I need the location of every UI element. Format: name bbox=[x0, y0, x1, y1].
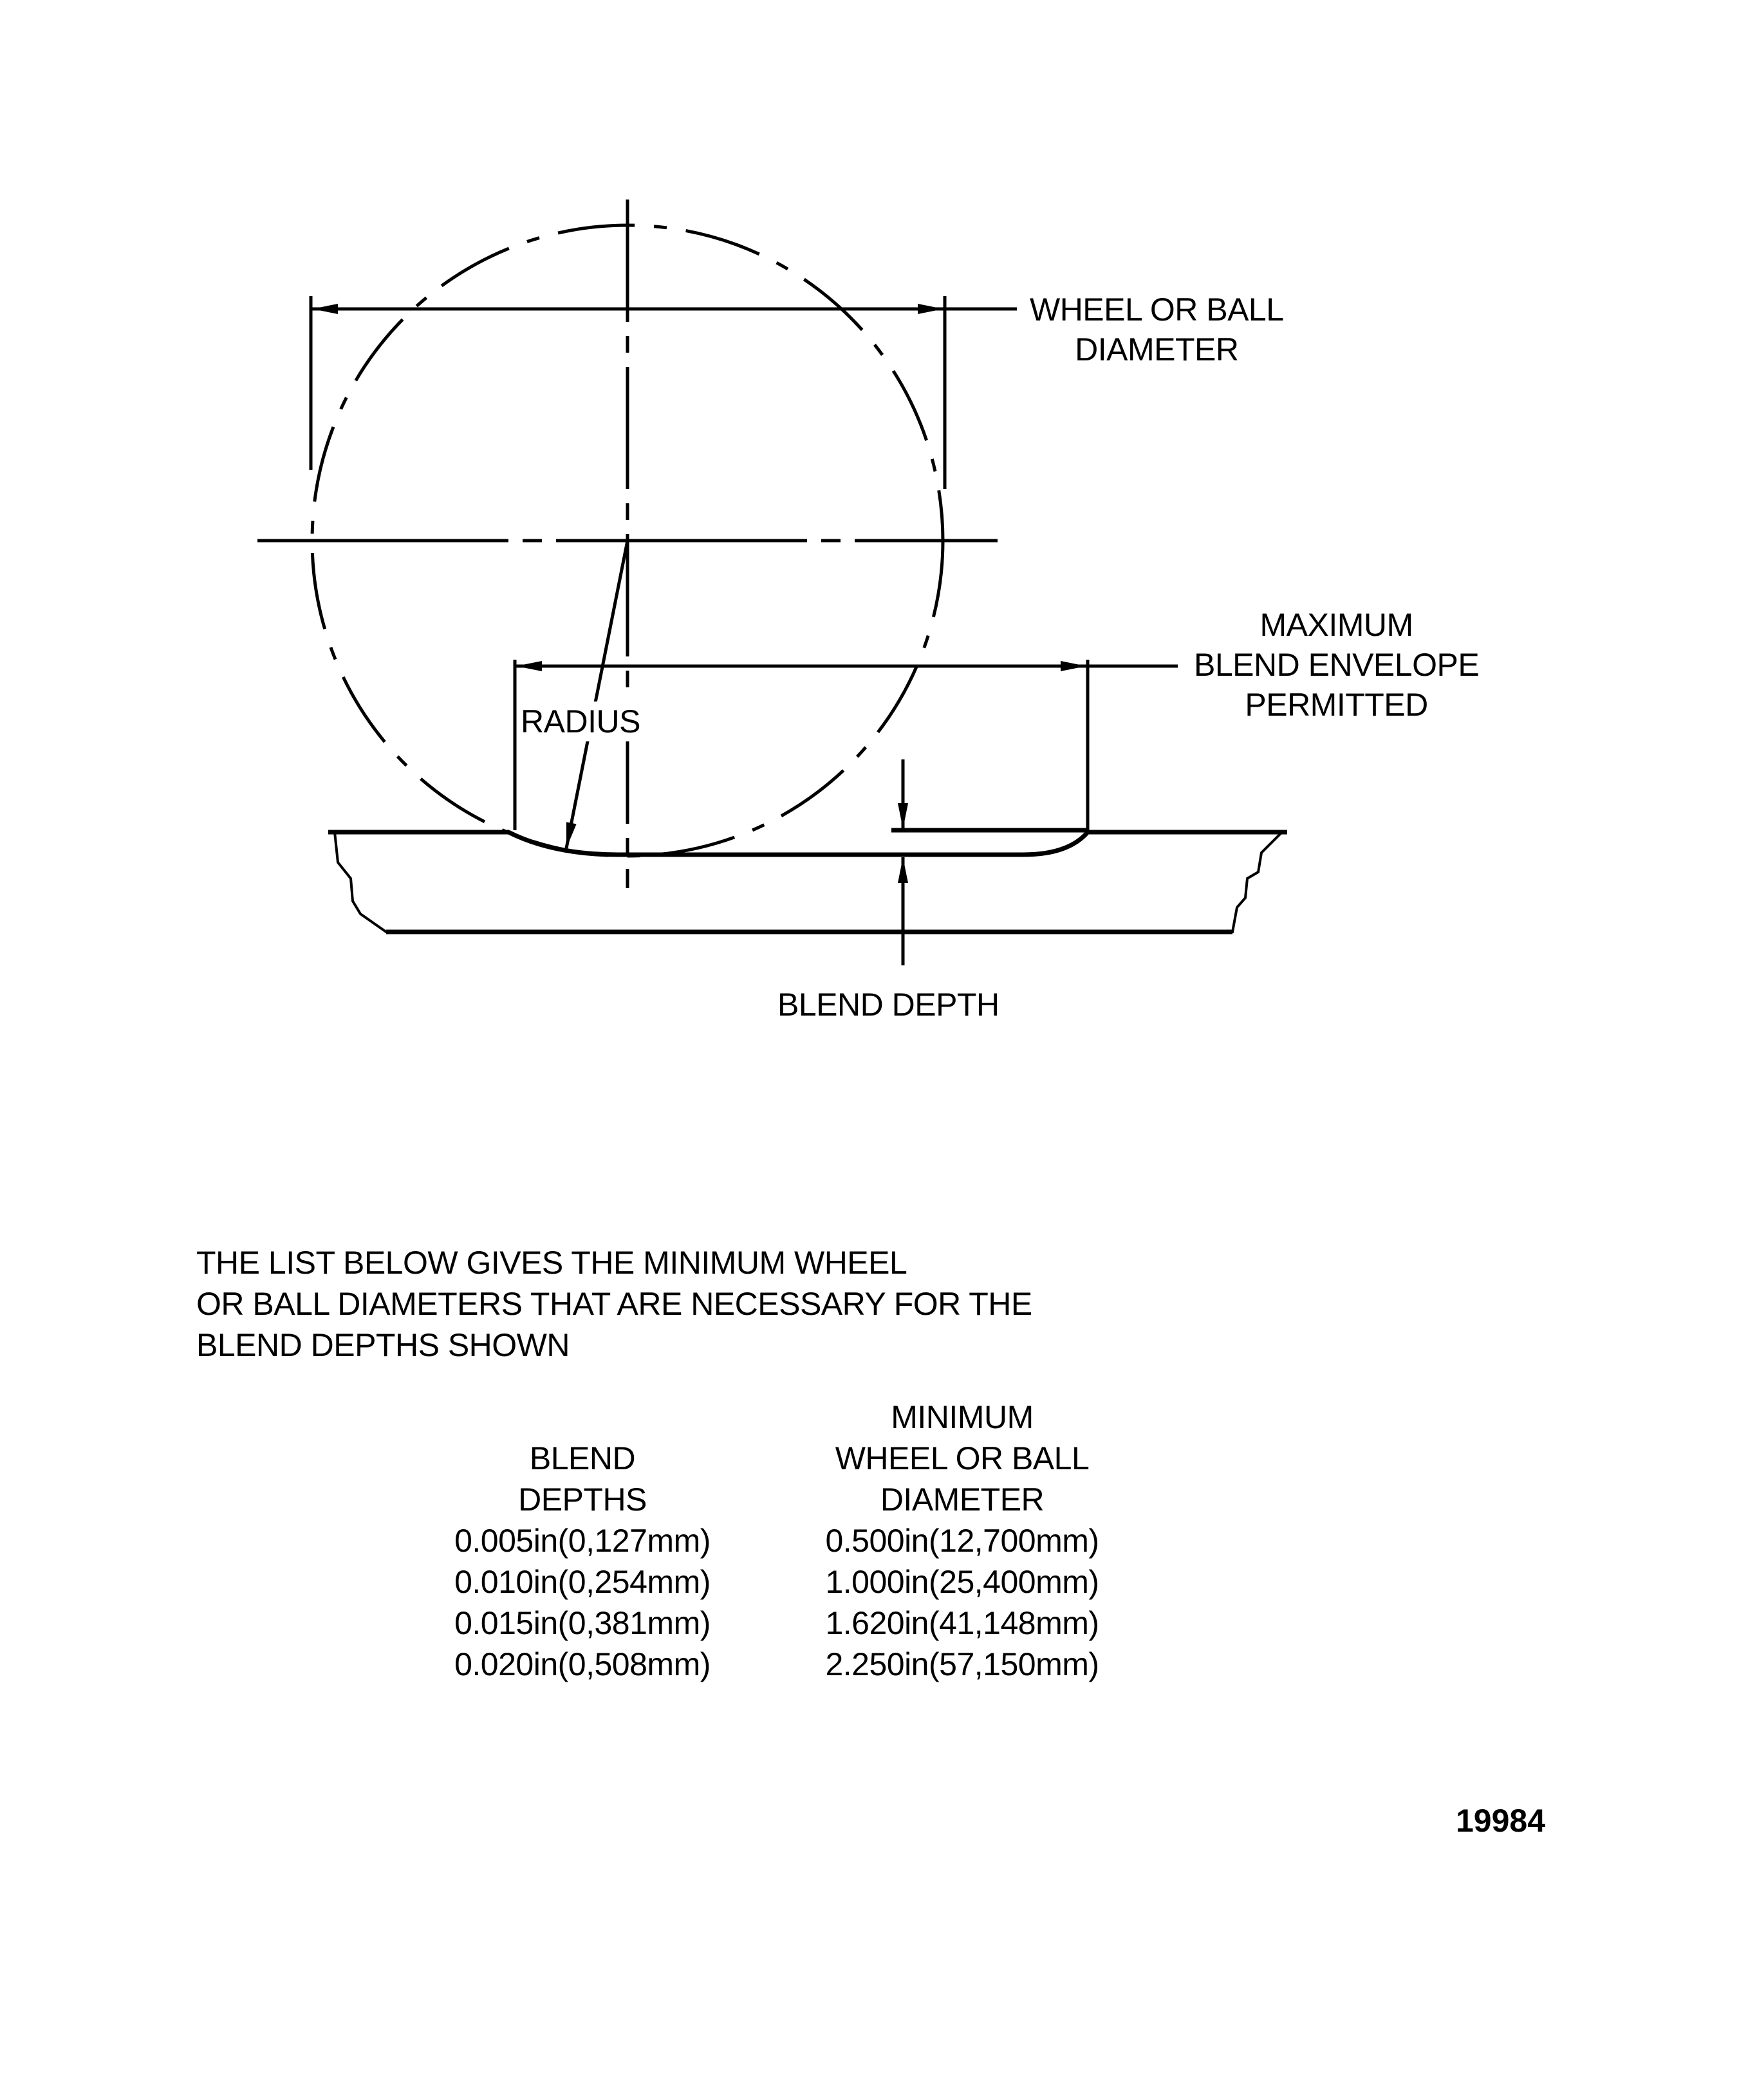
header-blend-depths: BLEND DEPTHS bbox=[518, 1440, 647, 1518]
label-wheel-diameter: WHEEL OR BALL DIAMETER bbox=[1030, 292, 1284, 367]
table-cell: 0.500in(12,700mm) bbox=[825, 1523, 1099, 1559]
table-cell: 1.000in(25,400mm) bbox=[825, 1564, 1099, 1600]
label-max-blend-envelope: MAXIMUM BLEND ENVELOPE PERMITTED bbox=[1194, 607, 1480, 723]
radius-leader bbox=[566, 541, 628, 848]
label-blend-depth: BLEND DEPTH bbox=[777, 987, 999, 1023]
table-cell: 0.005in(0,127mm) bbox=[454, 1523, 711, 1559]
table-cell: 0.010in(0,254mm) bbox=[454, 1564, 711, 1600]
header-min-diameter: MINIMUM WHEEL OR BALL DIAMETER bbox=[835, 1399, 1090, 1518]
table-cell: 1.620in(41,148mm) bbox=[825, 1605, 1099, 1641]
intro-text: THE LIST BELOW GIVES THE MINIMUM WHEEL OR BALL DIAMETERS THAT ARE NECESSARY FOR THE BLEND DEPTHS SHOWN bbox=[196, 1245, 1032, 1363]
table-cell: 0.020in(0,508mm) bbox=[454, 1646, 711, 1682]
table-col-blend-depths bbox=[422, 1438, 743, 1685]
table-col-min-diameter bbox=[792, 1397, 1133, 1685]
workpiece-profile bbox=[328, 832, 1287, 855]
figure-number: 19984 bbox=[1456, 1803, 1546, 1839]
label-radius: RADIUS bbox=[518, 702, 643, 741]
table-cell: 2.250in(57,150mm) bbox=[825, 1646, 1099, 1682]
table-cell: 0.015in(0,381mm) bbox=[454, 1605, 711, 1641]
